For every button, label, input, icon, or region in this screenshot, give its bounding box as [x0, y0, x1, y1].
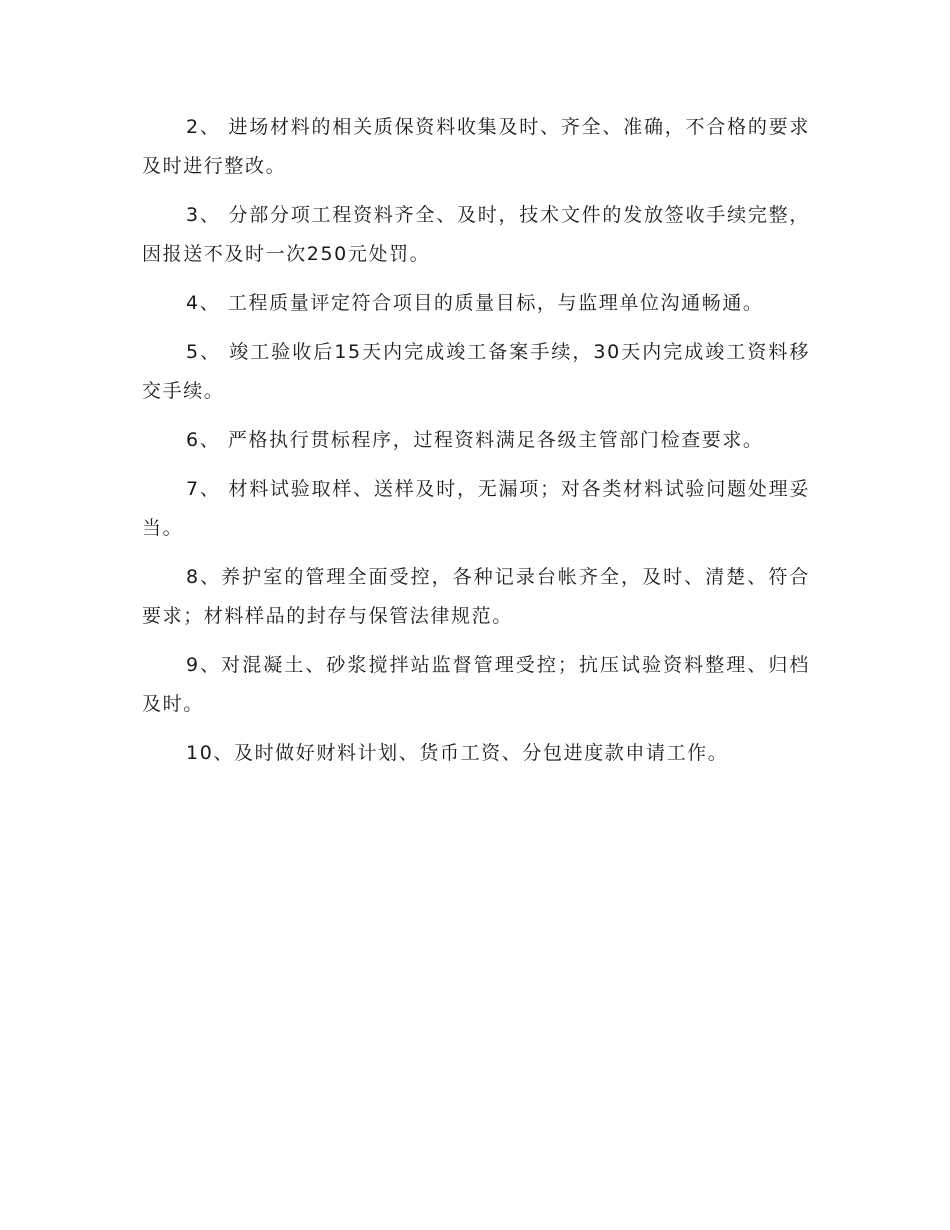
paragraph-item-9: 9、对混凝土、砂浆搅拌站监督管理受控；抗压试验资料整理、归档及时。	[142, 654, 810, 715]
paragraph-item-5: 5、 竣工验收后15天内完成竣工备案手续，30天内完成竣工资料移交手续。	[142, 341, 810, 402]
document-body	[142, 108, 810, 783]
paragraph-item-8: 8、养护室的管理全面受控，各种记录台帐齐全，及时、清楚、符合要求；材料样品的封存与保管法律规范。	[142, 566, 810, 627]
paragraph-item-2: 2、 进场材料的相关质保资料收集及时、齐全、准确，不合格的要求及时进行整改。	[142, 116, 810, 177]
paragraph-item-6: 6、 严格执行贯标程序，过程资料满足各级主管部门检查要求。	[186, 429, 764, 451]
paragraph-item-3: 3、 分部分项工程资料齐全、及时，技术文件的发放签收手续完整，因报送不及时一次250元处罚。	[142, 204, 810, 265]
paragraph-item-7: 7、 材料试验取样、送样及时，无漏项；对各类材料试验问题处理妥当。	[142, 478, 810, 539]
paragraph-item-4: 4、 工程质量评定符合项目的质量目标，与监理单位沟通畅通。	[186, 292, 764, 314]
paragraph-item-10: 10、及时做好财料计划、货币工资、分包进度款申请工作。	[186, 742, 729, 764]
